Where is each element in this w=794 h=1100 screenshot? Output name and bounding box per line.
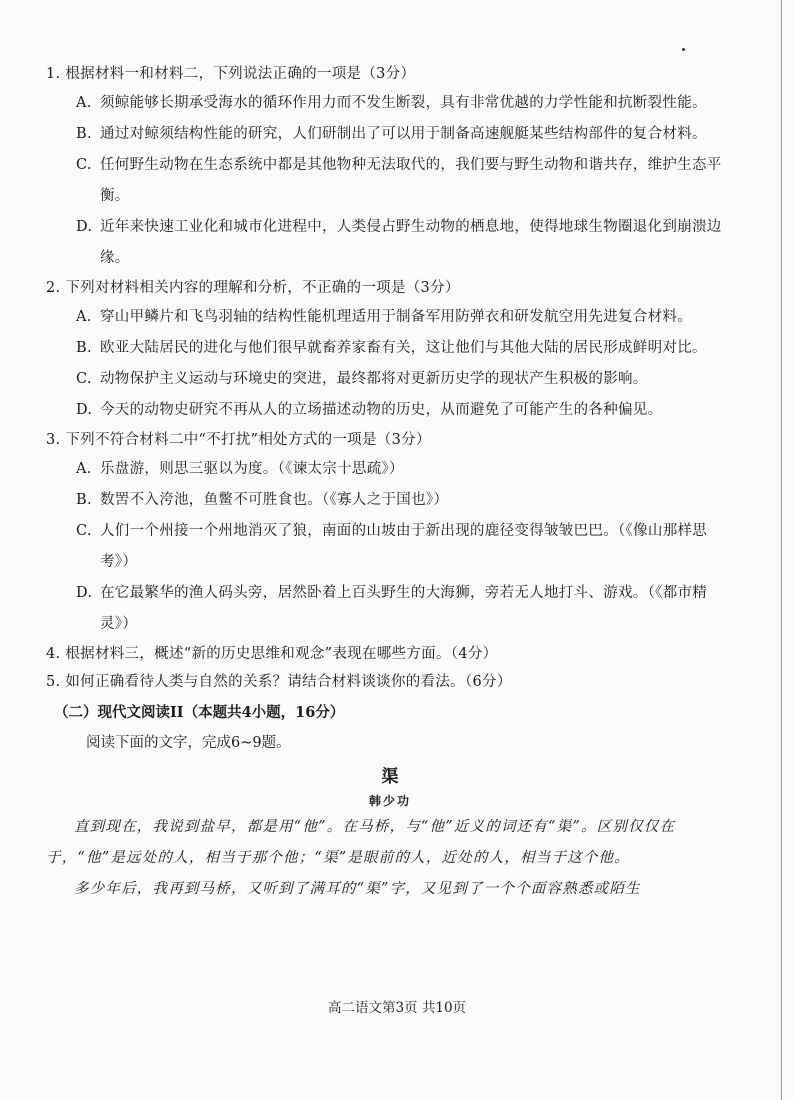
scan-speck [682,48,685,51]
q3-option-d-letter: D. [76,585,93,601]
article-author: 韩少功 [368,794,411,808]
q3-option-c-letter: C. [76,523,92,539]
article-paragraph-1: 直到现在，我说到盐早，都是用“他”。在马桥，与“他”近义的词还有“渠”。区别仅仅在于，“他”是远处的人，相当于那个他；“渠”是眼前的人，近处的人，相当于这个他。 [46,819,676,866]
q1-option-c-letter: C. [76,157,92,173]
q3-option-b [46,485,734,516]
q1-option-c-text: 任何野生动物在生态系统中都是其他物种无法取代的，我们要与野生动物和谐共存，维护生态平衡。 [100,157,722,204]
q3-option-a [46,454,734,485]
q3-option-c-text: 人们一个州接一个州地消灭了狼，南面的山坡由于新出现的鹿径变得皱皱巴巴。（《像山那样思考》） [100,523,708,570]
page-footer: 高二语文第3页 共10页 [327,1000,467,1016]
q3-option-d-text: 在它最繁华的渔人码头旁，居然卧着上百头野生的大海狮，旁若无人地打斗、游戏。（《都市精灵》） [100,585,708,632]
question-5-stem: 5. 如何正确看待人类与自然的关系？请结合材料谈谈你的看法。（6分） [46,674,512,690]
q1-option-d [46,212,734,274]
article-paragraph-2: 多少年后，我再到马桥，又听到了满耳的“渠”字，又见到了一个个面容熟悉或陌生 [74,881,641,897]
q1-option-b-text: 通过对鲸须结构性能的研究，人们研制出了可以用于制备高速舰艇某些结构部件的复合材料。 [100,126,707,142]
question-1-stem: 1. 根据材料一和材料二，下列说法正确的一项是（3分） [46,66,416,82]
q2-option-c-letter: C. [76,371,92,387]
q3-option-b-text: 数罟不入洿池，鱼鳖不可胜食也。（《寡人之于国也》） [100,492,449,508]
q1-option-a [46,88,734,119]
q1-option-b [46,119,734,150]
q1-option-c [46,150,734,212]
q1-option-d-text: 近年来快速工业化和城市化进程中，人类侵占野生动物的栖息地，使得地球生物圈退化到崩溃边缘。 [100,219,722,266]
article-title: 渠 [381,767,399,787]
question-4-stem: 4. 根据材料三，概述“新的历史思维和观念”表现在哪些方面。（4分） [46,646,498,662]
q2-option-a [46,302,734,333]
q2-option-a-letter: A. [76,309,92,325]
q2-option-d [46,395,734,426]
q2-option-a-text: 穿山甲鳞片和飞鸟羽轴的结构性能机理适用于制备军用防弹衣和研发航空用先进复合材料。 [100,309,692,325]
q3-option-a-letter: A. [76,461,92,477]
q2-option-d-letter: D. [76,402,93,418]
q3-option-a-text: 乐盘游，则思三驱以为度。（《谏太宗十思疏》） [100,461,404,477]
q3-option-d [46,578,734,640]
q1-option-a-text: 须鲸能够长期承受海水的循环作用力而不发生断裂，具有非常优越的力学性能和抗断裂性能。 [100,95,707,111]
q1-option-b-letter: B. [76,126,92,142]
q3-option-c [46,516,734,578]
q2-option-d-text: 今天的动物史研究不再从人的立场描述动物的历史，从而避免了可能产生的各种偏见。 [100,402,663,418]
section-heading: （二）现代文阅读II（本题共4小题，16分） [54,704,345,721]
scan-edge-line [781,0,782,1100]
q2-option-b-letter: B. [76,340,92,356]
q1-option-a-letter: A. [76,95,92,111]
question-2-stem: 2. 下列对材料相关内容的理解和分析，不正确的一项是（3分） [46,280,460,296]
question-3-stem: 3. 下列不符合材料二中“不打扰”相处方式的一项是（3分） [46,432,431,448]
q2-option-b-text: 欧亚大陆居民的进化与他们很早就畜养家畜有关，这让他们与其他大陆的居民形成鲜明对比。 [100,340,707,356]
q2-option-c-text: 动物保护主义运动与环境史的突进，最终都将对更新历史学的现状产生积极的影响。 [100,371,648,387]
q2-option-c [46,364,734,395]
q2-option-b [46,333,734,364]
reading-instruction: 阅读下面的文字，完成6~9题。 [86,735,291,751]
q3-option-b-letter: B. [76,492,92,508]
q1-option-d-letter: D. [76,219,93,235]
